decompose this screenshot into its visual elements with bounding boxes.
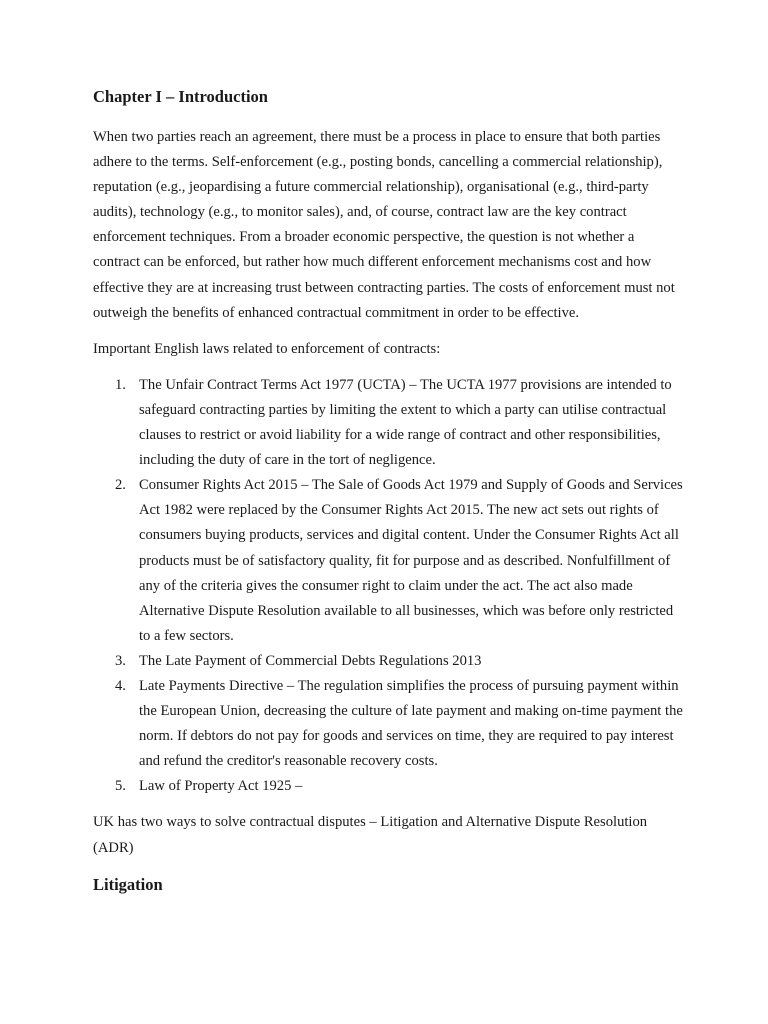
list-item [93,649,683,674]
disputes-paragraph: UK has two ways to solve contractual disputes – Litigation and Alternative Dispute Resolution (ADR) [93,814,648,856]
list-item-text: Consumer Rights Act 2015 – The Sale of Goods Act 1979 and Supply of Goods and Services Act 1982 were replaced by the Consumer Rights Act 2015. The new act sets out rights of consumers buying products, services and digital content. Under the Consumer Rights Act all products must be of satisfactory quality, fit for purpose and as described. Nonfulfillment of any of the criteria gives the consumer right to claim under the act. The act also made Alternative Dispute Resolution available to all businesses, which was before only restricted to a few sectors. [139,477,683,644]
list-item [93,674,683,774]
document-page [93,84,683,898]
list-item-number: 2. [115,477,126,494]
laws-list [93,373,683,800]
list-item [93,373,683,473]
list-item-number: 1. [115,376,126,393]
list-item-number: 4. [115,677,126,694]
list-item-number: 3. [115,652,126,669]
list-item-text: Law of Property Act 1925 – [139,778,303,795]
laws-intro: Important English laws related to enforcement of contracts: [93,340,441,357]
litigation-heading: Litigation [93,874,163,894]
intro-paragraph: When two parties reach an agreement, there must be a process in place to ensure that both parties adhere to the terms. Self-enforcement (e.g., posting bonds, cancelling a commercial relationship), reputation (e.g., jeopardising a future commercial relationship), organisational (e.g., third-party audits), technology (e.g., to monitor sales), and, of course, contract law are the key contract enforcement techniques. From a broader economic perspective, the question is not whether a contract can be enforced, but rather how much different enforcement mechanisms cost and how effective they are at increasing trust between contracting parties. The costs of enforcement must not outweigh the benefits of enhanced contractual commitment in order to be effective. [93,129,675,321]
list-item-text: Late Payments Directive – The regulation simplifies the process of pursuing payment within the European Union, decreasing the culture of late payment and making on-time payment the norm. If debtors do not pay for goods and services on time, they are required to pay interest and refund the creditor's reasonable recovery costs. [139,677,683,770]
list-item-text: The Late Payment of Commercial Debts Regulations 2013 [139,652,482,669]
list-item [93,774,683,799]
list-item [93,473,683,649]
list-item-text: The Unfair Contract Terms Act 1977 (UCTA) – The UCTA 1977 provisions are intended to safeguard contracting parties by limiting the extent to which a party can utilise contractual clauses to restrict or avoid liability for a wide range of contract and other responsibilities, including the duty of care in the tort of negligence. [139,376,672,469]
list-item-number: 5. [115,778,126,795]
chapter-title: Chapter I – Introduction [93,87,268,106]
